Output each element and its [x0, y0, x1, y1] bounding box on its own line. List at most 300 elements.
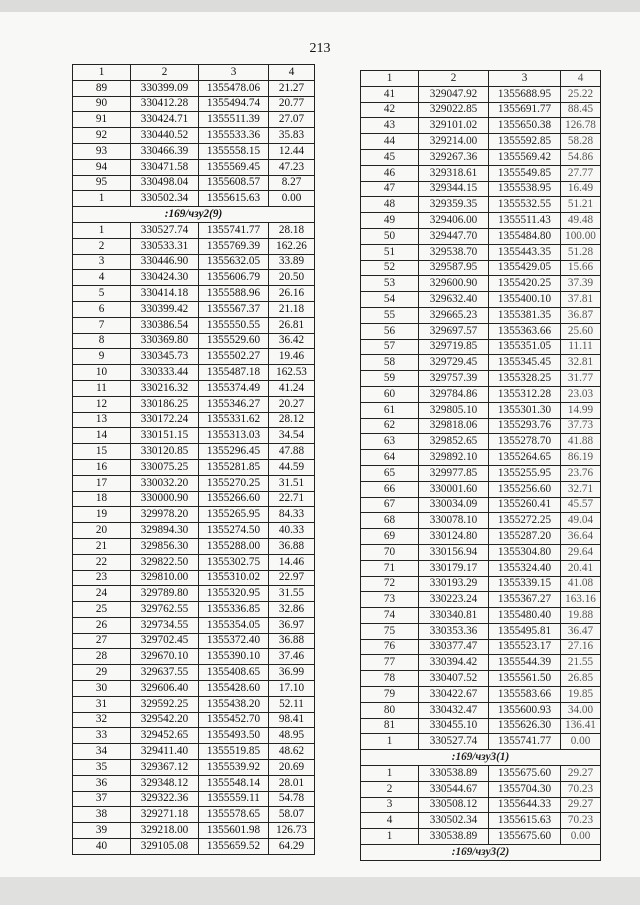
table-row — [73, 475, 315, 491]
point-number-cell: 12 — [73, 396, 131, 412]
distance-cell: 29.64 — [561, 544, 601, 560]
y-coordinate-cell: 1355548.14 — [199, 775, 269, 791]
x-coordinate-cell: 330407.52 — [419, 671, 489, 687]
x-coordinate-cell: 330369.80 — [131, 333, 199, 349]
y-coordinate-cell: 1355428.60 — [199, 681, 269, 697]
point-number-cell: 4 — [361, 813, 419, 829]
table-row — [361, 781, 601, 797]
y-coordinate-cell: 1355644.33 — [489, 797, 561, 813]
column-header: 4 — [269, 65, 315, 81]
table-row — [73, 286, 315, 302]
y-coordinate-cell: 1355632.05 — [199, 254, 269, 270]
y-coordinate-cell: 1355281.85 — [199, 459, 269, 475]
table-row — [73, 175, 315, 191]
x-coordinate-cell: 330399.42 — [131, 301, 199, 317]
point-number-cell: 21 — [73, 538, 131, 554]
y-coordinate-cell: 1355539.92 — [199, 760, 269, 776]
x-coordinate-cell: 329734.55 — [131, 617, 199, 633]
x-coordinate-cell: 329670.10 — [131, 649, 199, 665]
distance-cell: 37.39 — [561, 276, 601, 292]
column-header: 1 — [73, 65, 131, 81]
table-row — [361, 497, 601, 513]
x-coordinate-cell: 329542.20 — [131, 712, 199, 728]
x-coordinate-cell: 329892.10 — [419, 450, 489, 466]
x-coordinate-cell: 329452.65 — [131, 728, 199, 744]
x-coordinate-cell: 329600.90 — [419, 276, 489, 292]
y-coordinate-cell: 1355390.10 — [199, 649, 269, 665]
table-row — [73, 349, 315, 365]
y-coordinate-cell: 1355381.35 — [489, 307, 561, 323]
y-coordinate-cell: 1355304.80 — [489, 544, 561, 560]
x-coordinate-cell: 329637.55 — [131, 665, 199, 681]
table-row — [73, 238, 315, 254]
point-number-cell: 43 — [361, 118, 419, 134]
x-coordinate-cell: 329856.30 — [131, 538, 199, 554]
y-coordinate-cell: 1355301.30 — [489, 402, 561, 418]
distance-cell: 20.77 — [269, 96, 315, 112]
distance-cell: 11.11 — [561, 339, 601, 355]
x-coordinate-cell: 329632.40 — [419, 292, 489, 308]
distance-cell: 20.27 — [269, 396, 315, 412]
y-coordinate-cell: 1355438.20 — [199, 696, 269, 712]
point-number-cell: 13 — [73, 412, 131, 428]
y-coordinate-cell: 1355493.50 — [199, 728, 269, 744]
y-coordinate-cell: 1355288.00 — [199, 538, 269, 554]
x-coordinate-cell: 330124.80 — [419, 529, 489, 545]
point-number-cell: 60 — [361, 386, 419, 402]
distance-cell: 34.00 — [561, 702, 601, 718]
table-header-row — [73, 65, 315, 81]
point-number-cell: 33 — [73, 728, 131, 744]
y-coordinate-cell: 1355523.17 — [489, 639, 561, 655]
distance-cell: 0.00 — [561, 734, 601, 750]
x-coordinate-cell: 329105.08 — [131, 839, 199, 855]
y-coordinate-cell: 1355429.05 — [489, 260, 561, 276]
x-coordinate-cell: 330533.31 — [131, 238, 199, 254]
table-row — [361, 197, 601, 213]
x-coordinate-cell: 329805.10 — [419, 402, 489, 418]
distance-cell: 36.47 — [561, 623, 601, 639]
point-number-cell: 18 — [73, 491, 131, 507]
x-coordinate-cell: 330466.39 — [131, 143, 199, 159]
y-coordinate-cell: 1355538.95 — [489, 181, 561, 197]
point-number-cell: 11 — [73, 380, 131, 396]
table-row — [361, 576, 601, 592]
x-coordinate-cell: 330414.18 — [131, 286, 199, 302]
point-number-cell: 59 — [361, 371, 419, 387]
distance-cell: 58.07 — [269, 807, 315, 823]
point-number-cell: 63 — [361, 434, 419, 450]
x-coordinate-cell: 330377.47 — [419, 639, 489, 655]
x-coordinate-cell: 329047.92 — [419, 86, 489, 102]
table-row — [361, 734, 601, 750]
y-coordinate-cell: 1355559.11 — [199, 791, 269, 807]
distance-cell: 29.27 — [561, 766, 601, 782]
distance-cell: 20.41 — [561, 560, 601, 576]
y-coordinate-cell: 1355544.39 — [489, 655, 561, 671]
table-row — [73, 507, 315, 523]
distance-cell: 28.01 — [269, 775, 315, 791]
table-row — [73, 839, 315, 855]
scan-top-edge — [0, 0, 640, 12]
table-row — [73, 396, 315, 412]
table-row — [73, 459, 315, 475]
x-coordinate-cell: 329359.35 — [419, 197, 489, 213]
x-coordinate-cell: 329894.30 — [131, 523, 199, 539]
table-row — [361, 829, 601, 845]
table-row — [73, 428, 315, 444]
point-number-cell: 64 — [361, 450, 419, 466]
table-row — [361, 181, 601, 197]
table-row — [73, 412, 315, 428]
y-coordinate-cell: 1355256.60 — [489, 481, 561, 497]
y-coordinate-cell: 1355675.60 — [489, 766, 561, 782]
page-number: 213 — [309, 41, 331, 56]
y-coordinate-cell: 1355354.05 — [199, 617, 269, 633]
distance-cell: 36.42 — [269, 333, 315, 349]
point-number-cell: 14 — [73, 428, 131, 444]
x-coordinate-cell: 330120.85 — [131, 444, 199, 460]
x-coordinate-cell: 330032.20 — [131, 475, 199, 491]
x-coordinate-cell: 330412.28 — [131, 96, 199, 112]
y-coordinate-cell: 1355310.02 — [199, 570, 269, 586]
y-coordinate-cell: 1355494.74 — [199, 96, 269, 112]
distance-cell: 0.00 — [269, 191, 315, 207]
y-coordinate-cell: 1355302.75 — [199, 554, 269, 570]
x-coordinate-cell: 329318.61 — [419, 165, 489, 181]
table-row — [361, 134, 601, 150]
y-coordinate-cell: 1355592.85 — [489, 134, 561, 150]
distance-cell: 31.77 — [561, 371, 601, 387]
distance-cell: 45.57 — [561, 497, 601, 513]
point-number-cell: 22 — [73, 554, 131, 570]
point-number-cell: 66 — [361, 481, 419, 497]
table-row — [73, 649, 315, 665]
y-coordinate-cell: 1355487.18 — [199, 365, 269, 381]
point-number-cell: 76 — [361, 639, 419, 655]
y-coordinate-cell: 1355511.43 — [489, 213, 561, 229]
x-coordinate-cell: 330386.54 — [131, 317, 199, 333]
point-number-cell: 89 — [73, 80, 131, 96]
y-coordinate-cell: 1355615.63 — [489, 813, 561, 829]
x-coordinate-cell: 330034.09 — [419, 497, 489, 513]
distance-cell: 26.85 — [561, 671, 601, 687]
y-coordinate-cell: 1355519.85 — [199, 744, 269, 760]
x-coordinate-cell: 329789.80 — [131, 586, 199, 602]
x-coordinate-cell: 329267.36 — [419, 149, 489, 165]
point-number-cell: 69 — [361, 529, 419, 545]
table-row — [73, 538, 315, 554]
y-coordinate-cell: 1355588.96 — [199, 286, 269, 302]
section-title: :169/чзу3(1) — [361, 750, 601, 766]
point-number-cell: 10 — [73, 365, 131, 381]
table-row — [73, 760, 315, 776]
distance-cell: 25.60 — [561, 323, 601, 339]
y-coordinate-cell: 1355420.25 — [489, 276, 561, 292]
table-row — [73, 333, 315, 349]
distance-cell: 126.78 — [561, 118, 601, 134]
y-coordinate-cell: 1355569.42 — [489, 149, 561, 165]
distance-cell: 52.11 — [269, 696, 315, 712]
x-coordinate-cell: 329322.36 — [131, 791, 199, 807]
x-coordinate-cell: 329697.57 — [419, 323, 489, 339]
y-coordinate-cell: 1355346.27 — [199, 396, 269, 412]
y-coordinate-cell: 1355293.76 — [489, 418, 561, 434]
distance-cell: 28.12 — [269, 412, 315, 428]
distance-cell: 19.85 — [561, 687, 601, 703]
point-number-cell: 38 — [73, 807, 131, 823]
x-coordinate-cell: 329344.15 — [419, 181, 489, 197]
distance-cell: 49.04 — [561, 513, 601, 529]
point-number-cell: 53 — [361, 276, 419, 292]
x-coordinate-cell: 330538.89 — [419, 766, 489, 782]
y-coordinate-cell: 1355704.30 — [489, 781, 561, 797]
table-row — [73, 712, 315, 728]
point-number-cell: 30 — [73, 681, 131, 697]
distance-cell: 26.16 — [269, 286, 315, 302]
x-coordinate-cell: 330156.94 — [419, 544, 489, 560]
y-coordinate-cell: 1355331.62 — [199, 412, 269, 428]
x-coordinate-cell: 329022.85 — [419, 102, 489, 118]
y-coordinate-cell: 1355266.60 — [199, 491, 269, 507]
point-number-cell: 73 — [361, 592, 419, 608]
x-coordinate-cell: 329447.70 — [419, 228, 489, 244]
point-number-cell: 91 — [73, 112, 131, 128]
point-number-cell: 47 — [361, 181, 419, 197]
distance-cell: 51.28 — [561, 244, 601, 260]
distance-cell: 41.24 — [269, 380, 315, 396]
y-coordinate-cell: 1355578.65 — [199, 807, 269, 823]
table-row — [361, 213, 601, 229]
x-coordinate-cell: 329729.45 — [419, 355, 489, 371]
y-coordinate-cell: 1355400.10 — [489, 292, 561, 308]
table-row — [73, 807, 315, 823]
distance-cell: 19.88 — [561, 608, 601, 624]
point-number-cell: 81 — [361, 718, 419, 734]
point-number-cell: 94 — [73, 159, 131, 175]
point-number-cell: 45 — [361, 149, 419, 165]
y-coordinate-cell: 1355374.49 — [199, 380, 269, 396]
point-number-cell: 36 — [73, 775, 131, 791]
table-row — [73, 301, 315, 317]
x-coordinate-cell: 330527.74 — [131, 222, 199, 238]
table-row — [361, 276, 601, 292]
distance-cell: 14.99 — [561, 402, 601, 418]
distance-cell: 49.48 — [561, 213, 601, 229]
point-number-cell: 20 — [73, 523, 131, 539]
y-coordinate-cell: 1355324.40 — [489, 560, 561, 576]
distance-cell: 32.71 — [561, 481, 601, 497]
x-coordinate-cell: 329271.18 — [131, 807, 199, 823]
table-row — [73, 444, 315, 460]
column-header: 1 — [361, 71, 419, 87]
table-row — [361, 608, 601, 624]
column-header: 4 — [561, 71, 601, 87]
y-coordinate-cell: 1355495.81 — [489, 623, 561, 639]
y-coordinate-cell: 1355351.05 — [489, 339, 561, 355]
point-number-cell: 37 — [73, 791, 131, 807]
table-row — [361, 813, 601, 829]
point-number-cell: 34 — [73, 744, 131, 760]
point-number-cell: 7 — [73, 317, 131, 333]
y-coordinate-cell: 1355608.57 — [199, 175, 269, 191]
point-number-cell: 44 — [361, 134, 419, 150]
point-number-cell: 46 — [361, 165, 419, 181]
distance-cell: 54.86 — [561, 149, 601, 165]
point-number-cell: 2 — [73, 238, 131, 254]
y-coordinate-cell: 1355606.79 — [199, 270, 269, 286]
table-row — [361, 260, 601, 276]
x-coordinate-cell: 329406.00 — [419, 213, 489, 229]
distance-cell: 0.00 — [561, 829, 601, 845]
table-row — [73, 143, 315, 159]
point-number-cell: 41 — [361, 86, 419, 102]
table-row — [361, 339, 601, 355]
point-number-cell: 49 — [361, 213, 419, 229]
x-coordinate-cell: 330223.24 — [419, 592, 489, 608]
y-coordinate-cell: 1355502.27 — [199, 349, 269, 365]
distance-cell: 8.27 — [269, 175, 315, 191]
point-number-cell: 79 — [361, 687, 419, 703]
point-number-cell: 57 — [361, 339, 419, 355]
distance-cell: 36.97 — [269, 617, 315, 633]
table-row — [361, 402, 601, 418]
x-coordinate-cell: 329818.06 — [419, 418, 489, 434]
y-coordinate-cell: 1355312.28 — [489, 386, 561, 402]
table-row — [361, 797, 601, 813]
x-coordinate-cell: 330455.10 — [419, 718, 489, 734]
y-coordinate-cell: 1355532.55 — [489, 197, 561, 213]
point-number-cell: 68 — [361, 513, 419, 529]
x-coordinate-cell: 330424.30 — [131, 270, 199, 286]
table-row — [361, 544, 601, 560]
point-number-cell: 62 — [361, 418, 419, 434]
point-number-cell: 58 — [361, 355, 419, 371]
table-row — [361, 702, 601, 718]
table-row — [73, 365, 315, 381]
table-row — [361, 118, 601, 134]
point-number-cell: 40 — [73, 839, 131, 855]
x-coordinate-cell: 330446.90 — [131, 254, 199, 270]
table-row — [73, 112, 315, 128]
point-number-cell: 67 — [361, 497, 419, 513]
y-coordinate-cell: 1355363.66 — [489, 323, 561, 339]
y-coordinate-cell: 1355260.41 — [489, 497, 561, 513]
distance-cell: 31.55 — [269, 586, 315, 602]
y-coordinate-cell: 1355529.60 — [199, 333, 269, 349]
distance-cell: 20.50 — [269, 270, 315, 286]
point-number-cell: 56 — [361, 323, 419, 339]
x-coordinate-cell: 330440.52 — [131, 128, 199, 144]
x-coordinate-cell: 330424.71 — [131, 112, 199, 128]
x-coordinate-cell: 330075.25 — [131, 459, 199, 475]
coordinates-table-right — [360, 70, 601, 861]
distance-cell: 88.45 — [561, 102, 601, 118]
y-coordinate-cell: 1355769.39 — [199, 238, 269, 254]
table-row — [73, 554, 315, 570]
y-coordinate-cell: 1355549.85 — [489, 165, 561, 181]
column-header: 3 — [199, 65, 269, 81]
point-number-cell: 6 — [73, 301, 131, 317]
x-coordinate-cell: 329348.12 — [131, 775, 199, 791]
section-title: :169/чзу2(9) — [73, 207, 315, 223]
x-coordinate-cell: 329702.45 — [131, 633, 199, 649]
table-row — [73, 128, 315, 144]
y-coordinate-cell: 1355408.65 — [199, 665, 269, 681]
point-number-cell: 15 — [73, 444, 131, 460]
x-coordinate-cell: 330333.44 — [131, 365, 199, 381]
column-header: 2 — [131, 65, 199, 81]
x-coordinate-cell: 330151.15 — [131, 428, 199, 444]
point-number-cell: 75 — [361, 623, 419, 639]
point-number-cell: 77 — [361, 655, 419, 671]
x-coordinate-cell: 329810.00 — [131, 570, 199, 586]
distance-cell: 36.88 — [269, 633, 315, 649]
y-coordinate-cell: 1355287.20 — [489, 529, 561, 545]
table-row — [73, 317, 315, 333]
y-coordinate-cell: 1355270.25 — [199, 475, 269, 491]
distance-cell: 12.44 — [269, 143, 315, 159]
table-row — [73, 602, 315, 618]
x-coordinate-cell: 330399.09 — [131, 80, 199, 96]
x-coordinate-cell: 330502.34 — [419, 813, 489, 829]
table-row — [73, 380, 315, 396]
x-coordinate-cell: 330172.24 — [131, 412, 199, 428]
y-coordinate-cell: 1355274.50 — [199, 523, 269, 539]
point-number-cell: 29 — [73, 665, 131, 681]
y-coordinate-cell: 1355339.15 — [489, 576, 561, 592]
table-row — [73, 823, 315, 839]
table-row — [73, 775, 315, 791]
x-coordinate-cell: 329762.55 — [131, 602, 199, 618]
y-coordinate-cell: 1355569.45 — [199, 159, 269, 175]
point-number-cell: 5 — [73, 286, 131, 302]
distance-cell: 37.73 — [561, 418, 601, 434]
point-number-cell: 32 — [73, 712, 131, 728]
point-number-cell: 72 — [361, 576, 419, 592]
table-row — [73, 159, 315, 175]
distance-cell: 32.81 — [561, 355, 601, 371]
table-row — [73, 491, 315, 507]
distance-cell: 17.10 — [269, 681, 315, 697]
point-number-cell: 1 — [73, 191, 131, 207]
table-row — [361, 102, 601, 118]
point-number-cell: 19 — [73, 507, 131, 523]
point-number-cell: 9 — [73, 349, 131, 365]
distance-cell: 37.81 — [561, 292, 601, 308]
distance-cell: 41.08 — [561, 576, 601, 592]
point-number-cell: 4 — [73, 270, 131, 286]
table-row — [361, 450, 601, 466]
y-coordinate-cell: 1355452.70 — [199, 712, 269, 728]
table-row — [361, 465, 601, 481]
distance-cell: 15.66 — [561, 260, 601, 276]
table-row — [73, 744, 315, 760]
table-row — [361, 592, 601, 608]
point-number-cell: 51 — [361, 244, 419, 260]
distance-cell: 100.00 — [561, 228, 601, 244]
y-coordinate-cell: 1355336.85 — [199, 602, 269, 618]
point-number-cell: 54 — [361, 292, 419, 308]
y-coordinate-cell: 1355561.50 — [489, 671, 561, 687]
point-number-cell: 80 — [361, 702, 419, 718]
x-coordinate-cell: 330179.17 — [419, 560, 489, 576]
x-coordinate-cell: 330422.67 — [419, 687, 489, 703]
table-row — [361, 434, 601, 450]
x-coordinate-cell: 330345.73 — [131, 349, 199, 365]
distance-cell: 162.53 — [269, 365, 315, 381]
x-coordinate-cell: 330353.36 — [419, 623, 489, 639]
